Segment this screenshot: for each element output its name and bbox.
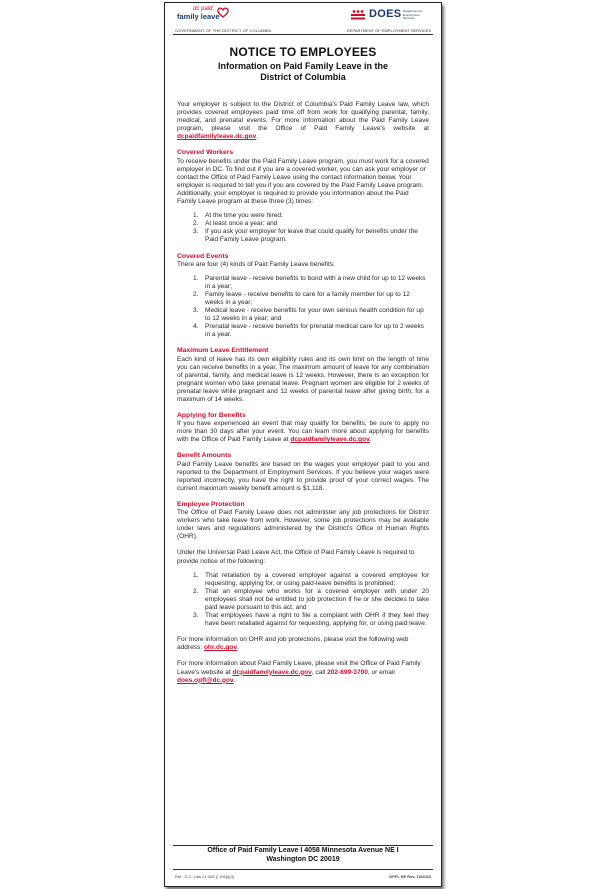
- address-line-1: Office of Paid Family Leave I 4058 Minnesota Avenue NE I: [207, 847, 399, 854]
- applying-text: If you have experienced an event that may qualify for benefits, be sure to apply no more than 30 days after your event. You can learn more about applying for benefits with the Office of Paid Family Leave at: [177, 420, 429, 444]
- covered-events-heading: Covered Events: [177, 252, 229, 260]
- list-text: Parental leave - receive benefits to bond with a new child for up to 12 weeks in a year;: [205, 274, 426, 290]
- dc-flag-icon: [351, 9, 365, 20]
- list-number: 2.: [193, 587, 199, 595]
- does-logo: [351, 5, 431, 27]
- logo-dc-text: dc paid: [193, 6, 213, 12]
- list-item: [177, 572, 429, 588]
- covered-events-list: [177, 275, 429, 340]
- list-item: [177, 291, 429, 307]
- ohr-text: For more information on OHR and job protections, please visit the following web address:: [177, 636, 409, 652]
- list-item: [177, 212, 429, 220]
- list-text: Family leave - receive benefits to care for a family member for up to 12 weeks in a year;: [205, 290, 410, 306]
- list-item: [177, 588, 429, 612]
- more-info-mid: , call: [311, 668, 328, 676]
- list-item: [177, 307, 429, 323]
- logo-name-text: family leave: [177, 12, 220, 21]
- list-item: [177, 228, 429, 244]
- notice-page: [164, 2, 442, 887]
- department-line: DEPARTMENT OF EMPLOYMENT SERVICES: [346, 28, 431, 33]
- list-number: 3.: [193, 612, 199, 620]
- paid-family-leave-logo: [175, 6, 275, 28]
- benefit-amounts-text: Paid Family Leave benefits are based on the wages your employer paid to you and reported to the Department of Employment Services. If you believe your wages were reported incorrectly, you have the right to provide proof of your correct wages. The current maximum weekly benefit amount is $1,118.: [177, 460, 429, 492]
- employee-protection-heading: Employee Protection: [177, 500, 245, 508]
- covered-workers-text: To receive benefits under the Paid Family Leave program, you must work for a covered employer in DC. To find out if you are a covered worker, you can ask your employer or contact the Office of Paid Family Leave using the contact information below. Your employer is required to tell you if you are covered by the Paid Family Leave program. Additionally, your employer is required to provide you information about the Paid Family Leave program at these three (3) times:: [177, 157, 429, 206]
- covered-workers-heading: Covered Workers: [177, 149, 234, 157]
- ohr-end: .: [237, 644, 239, 652]
- title-block: [165, 45, 441, 83]
- email-link[interactable]: does.opfl@dc.gov: [177, 676, 234, 684]
- list-number: 2.: [193, 220, 199, 228]
- list-number: 3.: [193, 228, 199, 236]
- list-number: 4.: [193, 323, 199, 331]
- footer-address: [165, 847, 441, 864]
- footer-divider-top: [173, 845, 433, 846]
- subtitle-line-1: Information on Paid Family Leave in the: [217, 61, 389, 71]
- does-logo-text: DOES: [369, 8, 402, 20]
- does-logo-subtext: Department of Employment Services: [403, 9, 423, 20]
- intro-website-link[interactable]: dcpaidfamilyleave.dc.gov: [177, 133, 257, 141]
- applying-paragraph: [177, 420, 429, 444]
- footer-divider-bottom: [173, 869, 433, 870]
- notice-body: [177, 101, 429, 685]
- more-info-end: .: [233, 676, 236, 684]
- list-text: That employees have a right to file a complaint with OHR if they feel they have been retaliated against for requesting, applying for, or using paid leave.: [205, 612, 429, 628]
- list-item: [177, 612, 429, 628]
- list-item: [177, 323, 429, 339]
- list-number: 1.: [193, 571, 199, 579]
- more-info-website-link[interactable]: dcpaidfamilyleave.dc.gov: [232, 668, 312, 676]
- max-leave-text: Each kind of leave has its own eligibility rules and its own limit on the length of time you can receive benefits in a year. The maximum amount of leave for any combination of parental, family, and medical leave is 12 weeks. However, there is an exception for pregnant women who take prenatal leave. Pregnant women are eligible for 2 weeks of prenatal leave while pregnant and 12 weeks of parental leave after giving birth, for a maximum of 14 weeks.: [177, 355, 429, 403]
- list-text: That an employee who works for a covered employer with under 20 employees shall not be entitled to job protection if he or she decides to take paid leave pursuant to this act; and: [205, 587, 429, 611]
- employee-protection-list: [177, 572, 429, 629]
- law-reference: Ref.: D.C. Law 21-264 § 106(i)(3): [175, 874, 235, 879]
- list-number: 2.: [193, 290, 199, 298]
- list-text: That retaliation by a covered employer against a covered employee for requesting, applying for, or using paid-leave benefits is prohibited;: [205, 571, 429, 587]
- phone-number[interactable]: 202-899-3700: [327, 668, 368, 676]
- more-info-mid2: , or email: [367, 668, 395, 676]
- list-text: Medical leave - receive benefits for your own serious health condition for up to 12 weeks in a year; and: [205, 307, 424, 323]
- intro-end: .: [256, 133, 259, 141]
- ohr-paragraph: [177, 636, 429, 652]
- subtitle-line-2: District of Columbia: [260, 72, 346, 82]
- header-divider: [173, 34, 433, 35]
- list-text: If you ask your employer for leave that could qualify for benefits under the Paid Family Leave program.: [205, 228, 418, 244]
- address-line-2: Washington DC 20019: [266, 855, 340, 863]
- more-info-paragraph: [177, 660, 429, 684]
- intro-text: Your employer is subject to the District of Columbia's Paid Family Leave law, which provides covered employees paid time off from work for qualifying parental, family, medical, and prenatal events. For more information about the Paid Family Leave program, please visit the Office of Paid Family Leave's website at: [177, 101, 429, 133]
- list-number: 1.: [193, 212, 199, 220]
- applying-end: .: [369, 436, 372, 444]
- list-item: [177, 275, 429, 291]
- employee-protection-text-2: Under the Universal Paid Leave Act, the Office of Paid Family Leave is required to provide notice of the following:: [177, 549, 415, 565]
- covered-events-text: There are four (4) kinds of Paid Family Leave benefits:: [177, 260, 335, 268]
- max-leave-heading: Maximum Leave Entitlement: [177, 347, 269, 355]
- list-number: 1.: [193, 274, 199, 282]
- list-text: Prenatal leave - receive benefits for prenatal medical care for up to 2 weeks in a year.: [205, 323, 425, 339]
- list-text: At the time you were hired;: [205, 212, 283, 220]
- benefit-amounts-heading: Benefit Amounts: [177, 452, 232, 460]
- employee-protection-text: The Office of Paid Family Leave does not administer any job protections for District workers who take leave from work. However, some job protections may be available under laws and regulations administered by the District's Office of Human Rights (OHR).: [177, 509, 429, 541]
- more-info-text: For more information about Paid Family Leave, please visit the Office of Paid Family Leave's website at: [177, 660, 421, 676]
- applying-website-link[interactable]: dcpaidfamilyleave.dc.gov: [290, 436, 370, 444]
- list-item: [177, 220, 429, 228]
- applying-heading: Applying for Benefits: [177, 412, 246, 420]
- government-line: GOVERNMENT OF THE DISTRICT OF COLUMBIA: [175, 28, 272, 33]
- list-number: 3.: [193, 307, 199, 315]
- ohr-website-link[interactable]: ohr.dc.gov: [203, 644, 238, 652]
- covered-workers-list: [177, 212, 429, 244]
- intro-paragraph: [177, 101, 429, 141]
- page-title: NOTICE TO EMPLOYEES: [229, 45, 377, 59]
- list-text: At least once a year; and: [205, 220, 278, 228]
- revision-label: OPFL EE Rev. 10/2023: [389, 874, 431, 879]
- page-subtitle: [165, 61, 441, 83]
